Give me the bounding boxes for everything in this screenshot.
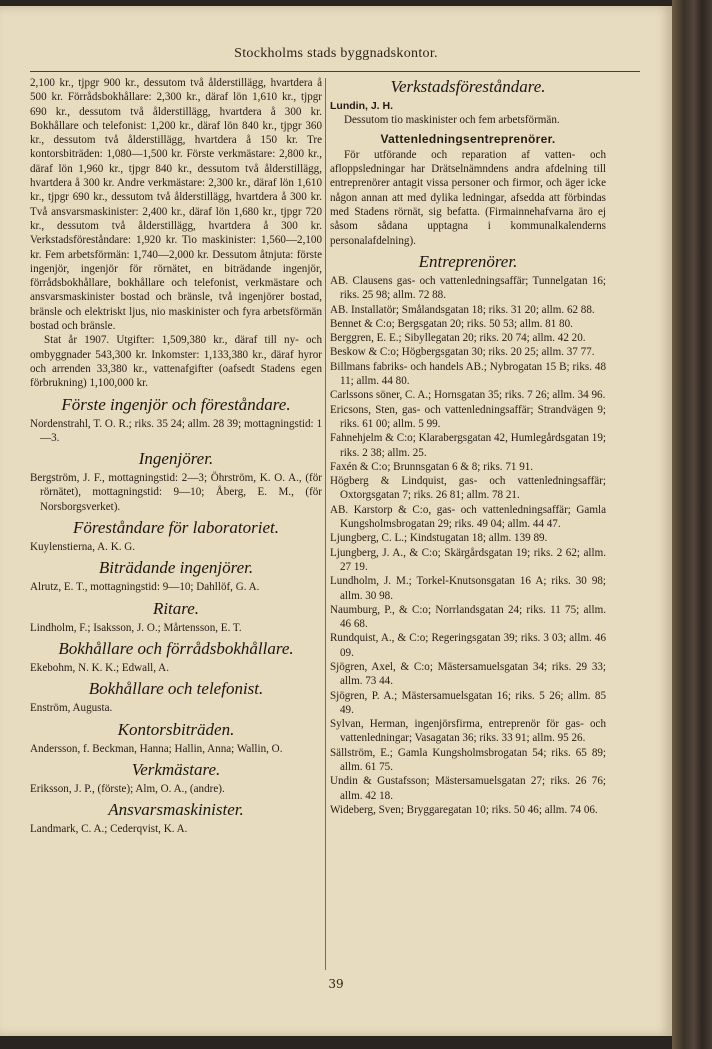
- section-title: Biträdande ingenjörer.: [98, 558, 254, 578]
- contractor-entry: Rundquist, A., & C:o; Regeringsgatan 39; riks. 3 03; allm. 46 09.: [330, 632, 606, 659]
- staff-entry: Lindholm, F.; Isaksson, J. O.; Mårtensson, E. T.: [30, 621, 242, 634]
- section-title: Bokhållare och telefonist.: [88, 679, 264, 699]
- contractor-entry: Bennet & C:o; Bergsgatan 20; riks. 50 53; allm. 81 80.: [330, 317, 573, 330]
- contractor-entry: Fahnehjelm & C:o; Klarabergsgatan 42, Humlegårdsgatan 19; riks. 2 38; allm. 25.: [330, 432, 606, 459]
- section-title: Ritare.: [152, 598, 200, 618]
- contractor-entry: Sällström, E.; Gamla Kungsholmsbrogatan 54; riks. 65 89; allm. 61 75.: [330, 746, 606, 774]
- contractor-entry: Ljungberg, J. A., & C:o; Skärgårdsgatan 19; riks. 2 62; allm. 27 19.: [330, 546, 606, 573]
- contractor-entry: Ljungberg, C. L.; Kindstugatan 18; allm. 139 89.: [330, 532, 548, 545]
- staff-entry: Enström, Augusta.: [30, 702, 113, 715]
- section-title: Verkstadsföreståndare.: [390, 77, 546, 96]
- left-sections: [30, 394, 322, 837]
- left-column: [30, 76, 322, 836]
- contractor-entry: Wideberg, Sven; Bryggaregatan 10; riks. 50 46; allm. 74 06.: [330, 803, 598, 816]
- contractor-entry: Sylvan, Herman, ingenjörsfirma, entreprenör för gas- och vattenledningar; Vasagatan 36; riks. 33 91; allm. 95 26.: [330, 718, 606, 745]
- section-title: Bokhållare och förrådsbokhållare.: [58, 638, 294, 658]
- staff-entry: Alrutz, E. T., mottagningstid: 9—10; Dahllöf, G. A.: [30, 581, 260, 594]
- column-divider: [325, 78, 326, 970]
- workshop-note: Dessutom tio maskinister och fem arbetsförmän.: [344, 114, 560, 127]
- section-title: Förste ingenjör och föreståndare.: [61, 394, 291, 414]
- page-number: 39: [328, 977, 344, 991]
- section-title: Ingenjörer.: [138, 449, 214, 469]
- contractor-list: [330, 274, 606, 817]
- running-header: Stockholms stads byggnadskontor.: [234, 46, 438, 61]
- section-title: Entreprenörer.: [418, 251, 518, 271]
- contractor-entry: Ericsons, Sten, gas- och vattenledningsaffär; Strandvägen 9; riks. 61 00; allm. 5 99.: [330, 403, 606, 430]
- contractor-entry: AB. Installatör; Smålandsgatan 18; riks. 31 20; allm. 62 88.: [330, 303, 595, 316]
- book-page: [0, 6, 672, 1036]
- budget-paragraph: Stat år 1907. Utgifter: 1,509,380 kr., däraf till ny- och ombyggnader 543,300 kr. Inkomster: 1,133,380 kr., däraf hyror och arrenden 33,380 kr., vattenafgifter (oafsedt Stadens egen förbrukning) 1,100,000 kr.: [30, 334, 322, 390]
- staff-entry: Landmark, C. A.; Cederqvist, K. A.: [30, 823, 188, 836]
- section-title: Verkmästare.: [131, 759, 221, 779]
- staff-entry: Eriksson, J. P., (förste); Alm, O. A., (andre).: [30, 782, 225, 795]
- book-edge: [672, 0, 712, 1049]
- contractor-entry: Undin & Gustafsson; Mästersamuelsgatan 27; riks. 26 76; allm. 42 18.: [330, 775, 606, 802]
- contractor-entry: Billmans fabriks- och handels AB.; Nybrogatan 15 B; riks. 48 11; allm. 44 80.: [330, 360, 606, 388]
- header-rule: [30, 71, 640, 72]
- contractor-entry: AB. Karstorp & C:o, gas- och vattenledningsaffär; Gamla Kungsholmsbrogatan 29; riks. 49 04; allm. 44 47.: [330, 503, 606, 531]
- contractor-entry: Beskow & C:o; Högbergsgatan 30; riks. 20 25; allm. 37 77.: [330, 346, 595, 359]
- contractor-entry: Carlssons söner, C. A.; Hornsgatan 35; riks. 7 26; allm. 34 96.: [330, 389, 606, 402]
- section-title: Vattenledningsentreprenörer.: [380, 131, 556, 146]
- contractor-entry: Naumburg, P., & C:o; Norrlandsgatan 24; riks. 11 75; allm. 46 68.: [330, 603, 606, 631]
- salary-paragraph: 2,100 kr., tjpgr 900 kr., dessutom två ålderstillägg, hvartdera å 500 kr. Förrådsbokhållare: 2,300 kr., däraf lön 1,610 kr., tjpgr 690 kr., dessutom två ålderstillägg, hvartdera å 300 kr. Bokhållare och telefonist: 1,200 kr., däraf lön 840 kr., tjpgr 360 kr., dessutom två ålderstillägg, hvartdera å 150 kr. Tre kontorsbiträden: 1,080—1,500 kr. Förste verkmästare: 2,800 kr., däraf lön 1,960 kr., tjpgr 840 kr., dessutom två ålderstillägg, hvartdera å 300 kr. Andre verkmästare: 2,300 kr., däraf lön 1,610 kr., tjpgr 690 kr., dessutom två ålderstillägg, hvartdera å 300 kr. Två ansvarsmaskinister: 2,400 kr., däraf lön 1,680 kr., tjpgr 720 kr., dessutom två ålderstillägg, hvartdera å 300 kr. Verkstadsföreståndare: 1,920 kr. Tio maskinister: 1,560—2,100 kr. Fem arbetsförmän: 1,740—2,000 kr. Dessutom åtnjuta: förste ingenjör, ingenjör för rörnätet, en biträdande ingenjör, förrådsbokhållare, bokhållare och telefonist, verkmästare och ansvarsmaskinister bostad och bränsle, två ingenjörer bostad, bränsle och elektriskt ljus, nio maskinister och fyra arbetsförmän bostad och bränsle.: [30, 77, 322, 333]
- staff-entry: Bergström, J. F., mottagningstid: 2—3; Öhrström, K. O. A., (för rörnätet), mottagningstid: 9—10; Åberg, E. M., (för Norsborgsverket).: [30, 472, 322, 513]
- contractor-entry: Högberg & Lindquist, gas- och vattenledningsaffär; Oxtorgsgatan 7; riks. 26 81; allm. 78 21.: [330, 475, 606, 502]
- section-title: Kontorsbiträden.: [117, 719, 235, 739]
- section-title: Föreståndare för laboratoriet.: [72, 518, 280, 538]
- staff-entry: Kuylenstierna, A. K. G.: [30, 541, 136, 554]
- contractor-note: För utförande och reparation af vatten- och afloppsledningar har Drätselnämndens andra afdelning till entreprenörer antagit vissa personer och firmor, och äger icke någon annan att med dylika ledningar, afsedda att förbindas med Stadens rörnät, sig befatta. (Firmainnehafvarna äro ej såsom sådana upptagna i kommunalkalenderns personalafdelning).: [330, 148, 606, 247]
- workshop-manager-name: Lundin, J. H.: [330, 100, 393, 112]
- contractor-entry: Berggren, E. E.; Sibyllegatan 20; riks. 20 74; allm. 42 20.: [330, 332, 586, 345]
- contractor-entry: Sjögren, P. A.; Mästersamuelsgatan 16; riks. 5 26; allm. 85 49.: [330, 689, 606, 716]
- right-column: [330, 76, 606, 817]
- staff-entry: Andersson, f. Beckman, Hanna; Hallin, Anna; Wallin, O.: [30, 742, 283, 755]
- section-title: Ansvarsmaskinister.: [108, 800, 244, 820]
- contractor-entry: AB. Clausens gas- och vattenledningsaffär; Tunnelgatan 16; riks. 25 98; allm. 72 88.: [330, 274, 606, 302]
- staff-entry: Nordenstrahl, T. O. R.; riks. 35 24; allm. 28 39; mottagningstid: 1—3.: [30, 417, 322, 444]
- contractor-entry: Lundholm, J. M.; Torkel-Knutsonsgatan 16 A; riks. 30 98; allm. 30 98.: [330, 575, 606, 602]
- contractor-entry: Faxén & C:o; Brunnsgatan 6 & 8; riks. 71 91.: [330, 460, 534, 473]
- contractor-entry: Sjögren, Axel, & C:o; Mästersamuelsgatan 34; riks. 29 33; allm. 73 44.: [330, 660, 606, 688]
- staff-entry: Ekebohm, N. K. K.; Edwall, A.: [30, 661, 169, 674]
